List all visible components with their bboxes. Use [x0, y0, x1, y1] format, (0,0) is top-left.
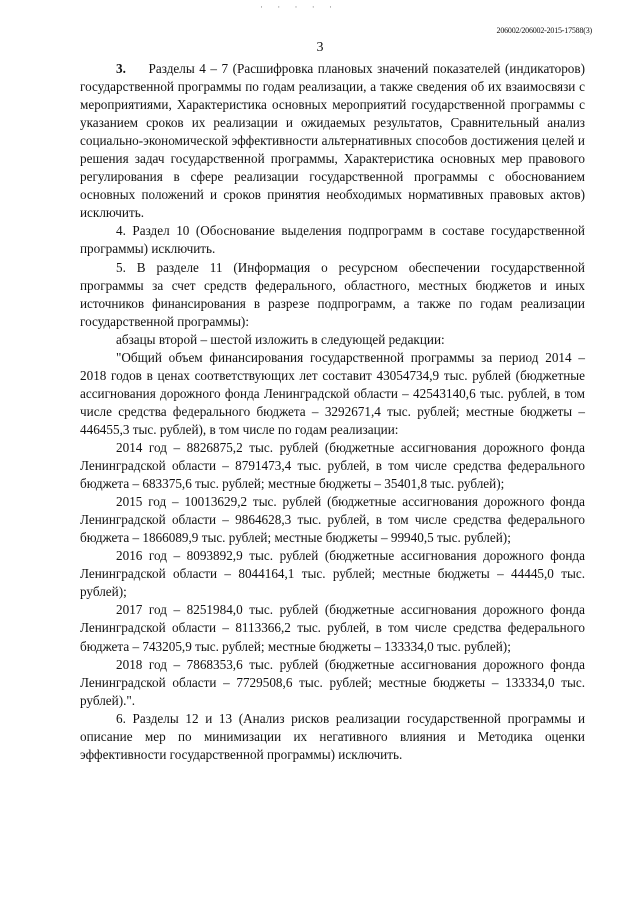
- scan-marks: · · · · ·: [260, 2, 338, 12]
- paragraph-item-5-intro: абзацы второй – шестой изложить в следующей редакции:: [116, 331, 445, 347]
- paragraph-item-6: 6. Разделы 12 и 13 (Анализ рисков реализации государственной программы и описание мер по минимизации их негативного влияния и Методика оценки эффективности государственной программы) исключить.: [80, 710, 585, 762]
- item-3-text: Разделы 4 – 7 (Расшифровка плановых значений показателей (индикаторов) государственной программы по годам реализации, а также сведения об их взаимосвязи с мероприятиями, Характеристика основных мероприятий государственной программы с указанием сроков их реализации и ожидаемых результатов, Сравнительный анализ социально-экономической эффективности альтернативных способов достижения целей и решения задач государственной программы, Характеристика основных мер правового регулирования в сфере реализации государственной программы с обоснованием основных положений и сроков принятия необходимых нормативных правовых актов) исключить.: [80, 61, 585, 221]
- document-body: [80, 60, 585, 764]
- item-3-number: 3.: [116, 61, 126, 76]
- paragraph-item-3: [80, 60, 585, 222]
- paragraph-quote-main: "Общий объем финансирования государственной программы за период 2014 – 2018 годов в ценах соответствующих лет составит 43054734,9 тыс. рублей (бюджетные ассигнования дорожного фонда Ленинградской области – 42543140,6 тыс. рублей, в том числе средства федерального бюджета – 3292671,4 тыс. рублей; местные бюджеты – 446455,3 тыс. рублей), в том числе по годам реализации:: [80, 349, 585, 437]
- paragraph-year-2018: 2018 год – 7868353,6 тыс. рублей (бюджетные ассигнования дорожного фонда Ленинградской области – 7729508,6 тыс. рублей; местные бюджеты – 133334,0 тыс. рублей).".: [80, 656, 585, 708]
- paragraph-year-2014: 2014 год – 8826875,2 тыс. рублей (бюджетные ассигнования дорожного фонда Ленинградской области – 8791473,4 тыс. рублей, в том числе средства федерального бюджета – 683375,6 тыс. рублей; местные бюджеты – 35401,8 тыс. рублей);: [80, 439, 585, 492]
- paragraph-item-4: 4. Раздел 10 (Обоснование выделения подпрограмм в составе государственной программы) исключить.: [80, 223, 585, 257]
- paragraph-year-2016: 2016 год – 8093892,9 тыс. рублей (бюджетные ассигнования дорожного фонда Ленинградской области – 8044164,1 тыс. рублей; местные бюджеты – 44445,0 тыс. рублей);: [80, 548, 585, 600]
- paragraph-year-2015: 2015 год – 10013629,2 тыс. рублей (бюджетные ассигнования дорожного фонда Ленинградской области – 9864628,3 тыс. рублей, в том числе средства федерального бюджета – 1866089,9 тыс. рублей; местные бюджеты – 99940,5 тыс. рублей);: [80, 494, 585, 546]
- paragraph-item-5: 5. В разделе 11 (Информация о ресурсном обеспечении государственной программы за счет средств федерального, областного, местных бюджетов и иных источников финансирования в разрезе подпрограмм, а также по годам реализации государственной программы):: [80, 259, 585, 329]
- document-code: 206002/206002-2015-17588(3): [496, 26, 592, 35]
- page-number: 3: [316, 40, 324, 55]
- paragraph-year-2017: 2017 год – 8251984,0 тыс. рублей (бюджетные ассигнования дорожного фонда Ленинградской области – 8113366,2 тыс. рублей, в том числе средства федерального бюджета – 743205,9 тыс. рублей; местные бюджеты – 133334,0 тыс. рублей);: [80, 602, 585, 654]
